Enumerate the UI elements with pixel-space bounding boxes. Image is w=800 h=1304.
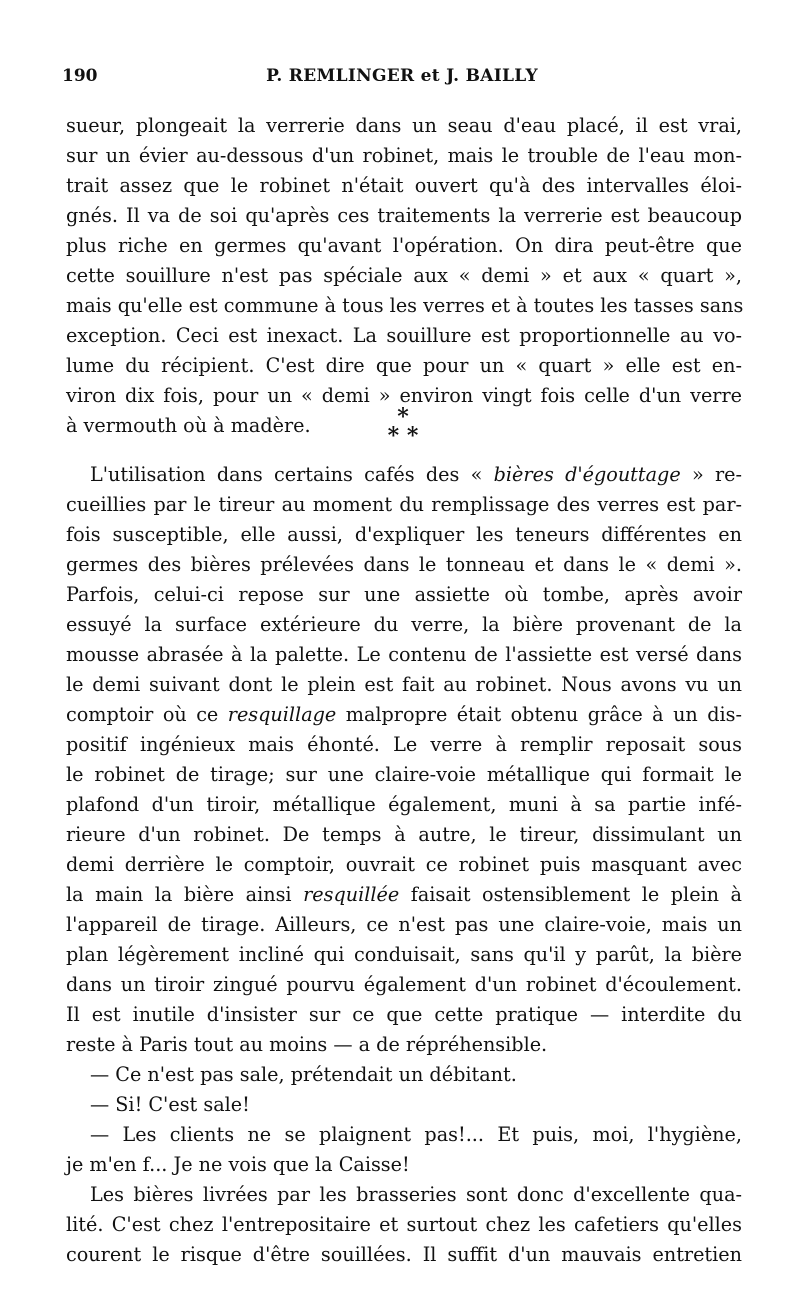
text-line: germes des bières prélevées dans le tonneau et dans le « demi ». bbox=[66, 553, 742, 576]
text-line: comptoir où ce resquillage malpropre était obtenu grâce à un dis- bbox=[66, 703, 742, 726]
dialogue-line: — Si! C'est sale! bbox=[90, 1093, 250, 1116]
dialogue-line: je m'en f... Je ne vois que la Caisse! bbox=[66, 1153, 410, 1176]
text-line: le robinet de tirage; sur une claire-voie métallique qui formait le bbox=[66, 763, 742, 786]
page-number: 190 bbox=[62, 66, 98, 86]
running-head: P. REMLINGER et J. BAILLY bbox=[266, 66, 538, 86]
text-line: fois susceptible, elle aussi, d'expliquer les teneurs différentes en bbox=[66, 523, 742, 546]
text-line: rieure d'un robinet. De temps à autre, le tireur, dissimulant un bbox=[66, 823, 742, 846]
text-line: sur un évier au-dessous d'un robinet, mais le trouble de l'eau mon- bbox=[66, 144, 742, 167]
text-line: L'utilisation dans certains cafés des « bières d'égouttage » re- bbox=[90, 463, 743, 486]
dialogue-line: — Les clients ne se plaignent pas!... Et puis, moi, l'hygiène, bbox=[90, 1123, 742, 1146]
text-line: lume du récipient. C'est dire que pour un « quart » elle est en- bbox=[66, 354, 742, 377]
text-line: gnés. Il va de soi qu'après ces traitements la verrerie est beaucoup bbox=[66, 204, 742, 227]
separator-star-top: * bbox=[397, 404, 409, 430]
italic-term: resquillage bbox=[227, 703, 337, 726]
text-line: trait assez que le robinet n'était ouvert qu'à des intervalles éloi- bbox=[66, 174, 742, 197]
dialogue-line: — Ce n'est pas sale, prétendait un débitant. bbox=[90, 1063, 517, 1086]
text-line: lité. C'est chez l'entrepositaire et surtout chez les cafetiers qu'elles bbox=[66, 1213, 742, 1236]
text-line: mais qu'elle est commune à tous les verres et à toutes les tasses sans bbox=[66, 294, 744, 317]
page-header bbox=[62, 66, 742, 92]
text-line: Parfois, celui-ci repose sur une assiette où tombe, après avoir bbox=[66, 583, 742, 606]
text-line: Les bières livrées par les brasseries sont donc d'excellente qua- bbox=[90, 1183, 742, 1206]
text-line: le demi suivant dont le plein est fait au robinet. Nous avons vu un bbox=[66, 673, 742, 696]
text-line: sueur, plongeait la verrerie dans un seau d'eau placé, il est vrai, bbox=[66, 114, 742, 137]
text-line: dans un tiroir zingué pourvu également d'un robinet d'écoulement. bbox=[66, 973, 742, 996]
text-line: reste à Paris tout au moins — a de répréhensible. bbox=[66, 1033, 548, 1056]
text-line: l'appareil de tirage. Ailleurs, ce n'est pas une claire-voie, mais un bbox=[66, 913, 742, 936]
separator-stars-bottom: * * bbox=[387, 423, 419, 449]
italic-term: resquillée bbox=[303, 883, 400, 906]
text-line: mousse abrasée à la palette. Le contenu de l'assiette est versé dans bbox=[66, 643, 742, 666]
text-line: cueillies par le tireur au moment du remplissage des verres est par- bbox=[66, 493, 742, 516]
italic-term: bières d'égouttage bbox=[493, 463, 681, 486]
text-line: plan légèrement incliné qui conduisait, sans qu'il y parût, la bière bbox=[66, 943, 742, 966]
text-line: la main la bière ainsi resquillée faisait ostensiblement le plein à bbox=[66, 883, 742, 906]
text-line: Il est inutile d'insister sur ce que cette pratique — interdite du bbox=[66, 1003, 742, 1026]
text-line: à vermouth où à madère. bbox=[66, 414, 311, 437]
text-line: essuyé la surface extérieure du verre, la bière provenant de la bbox=[66, 613, 742, 636]
text-line: courent le risque d'être souillées. Il suffit d'un mauvais entretien bbox=[66, 1243, 742, 1266]
section-separator bbox=[380, 404, 426, 452]
text-line: viron dix fois, pour un « demi » environ vingt fois celle d'un verre bbox=[66, 384, 742, 407]
text-line: cette souillure n'est pas spéciale aux « demi » et aux « quart », bbox=[66, 264, 742, 287]
text-line: positif ingénieux mais éhonté. Le verre à remplir reposait sous bbox=[66, 733, 742, 756]
text-line: exception. Ceci est inexact. La souillure est proportionnelle au vo- bbox=[66, 324, 742, 347]
text-line: plafond d'un tiroir, métallique également, muni à sa partie infé- bbox=[66, 793, 742, 816]
text-line: plus riche en germes qu'avant l'opération. On dira peut-être que bbox=[66, 234, 742, 257]
text-line: demi derrière le comptoir, ouvrait ce robinet puis masquant avec bbox=[66, 853, 742, 876]
